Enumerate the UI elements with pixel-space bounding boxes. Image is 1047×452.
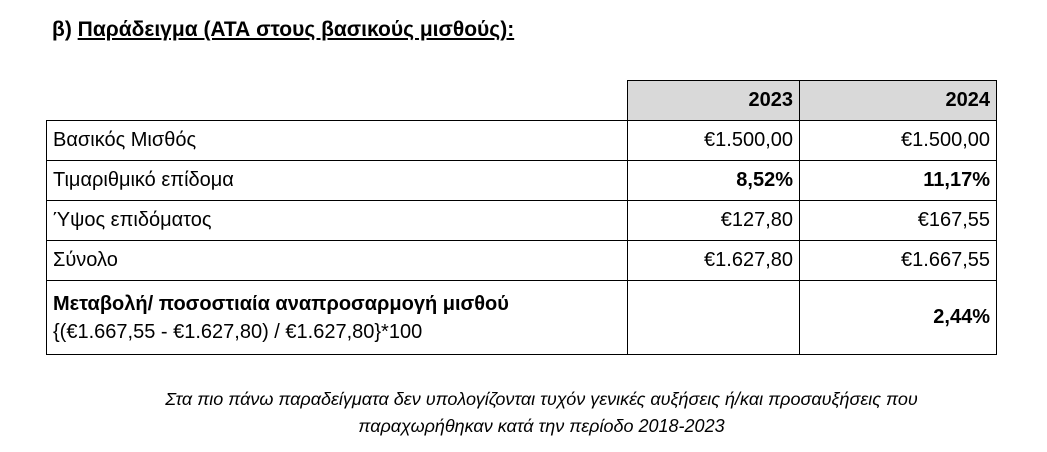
cell-2023: 8,52% xyxy=(628,161,800,201)
change-formula: {(€1.667,55 - €1.627,80) / €1.627,80}*100 xyxy=(53,320,423,343)
cell-2024: 2,44% xyxy=(800,281,997,355)
table-row-allowance-amount xyxy=(47,201,997,241)
year-2024-header: 2024 xyxy=(800,81,997,121)
row-label: Σύνολο xyxy=(47,241,628,281)
table-header-row xyxy=(47,81,997,121)
heading-title: Παράδειγμα (ΑΤΑ στους βασικούς μισθούς): xyxy=(77,18,515,41)
change-label: Μεταβολή/ ποσοστιαία αναπροσαρμογή μισθού xyxy=(53,292,509,315)
change-label-cell xyxy=(47,281,628,355)
cell-2024: €1.500,00 xyxy=(800,121,997,161)
footnote xyxy=(0,386,1047,440)
cell-2023: €1.500,00 xyxy=(628,121,800,161)
table-row-total xyxy=(47,241,997,281)
table-row-basic-salary xyxy=(47,121,997,161)
year-2023-header: 2023 xyxy=(628,81,800,121)
table-row-change xyxy=(47,281,997,355)
cell-2023: €1.627,80 xyxy=(628,241,800,281)
row-label: Βασικός Μισθός xyxy=(47,121,628,161)
cell-2024: €1.667,55 xyxy=(800,241,997,281)
cell-2023 xyxy=(628,281,800,355)
cell-2023: €127,80 xyxy=(628,201,800,241)
row-label: Τιμαριθμικό επίδομα xyxy=(47,161,628,201)
footnote-line-2: παραχωρήθηκαν κατά την περίοδο 2018-2023 xyxy=(358,416,725,436)
heading-prefix: β) xyxy=(52,18,72,41)
row-label: Ύψος επιδόματος xyxy=(47,201,628,241)
footnote-line-1: Στα πιο πάνω παραδείγματα δεν υπολογίζονται τυχόν γενικές αυξήσεις ή/και προσαυξήσεις που xyxy=(165,389,918,409)
table-row-cost-of-living-allowance xyxy=(47,161,997,201)
section-heading xyxy=(52,18,514,42)
cell-2024: 11,17% xyxy=(800,161,997,201)
cell-2024: €167,55 xyxy=(800,201,997,241)
header-empty-cell xyxy=(47,81,628,121)
salary-table xyxy=(46,80,997,355)
